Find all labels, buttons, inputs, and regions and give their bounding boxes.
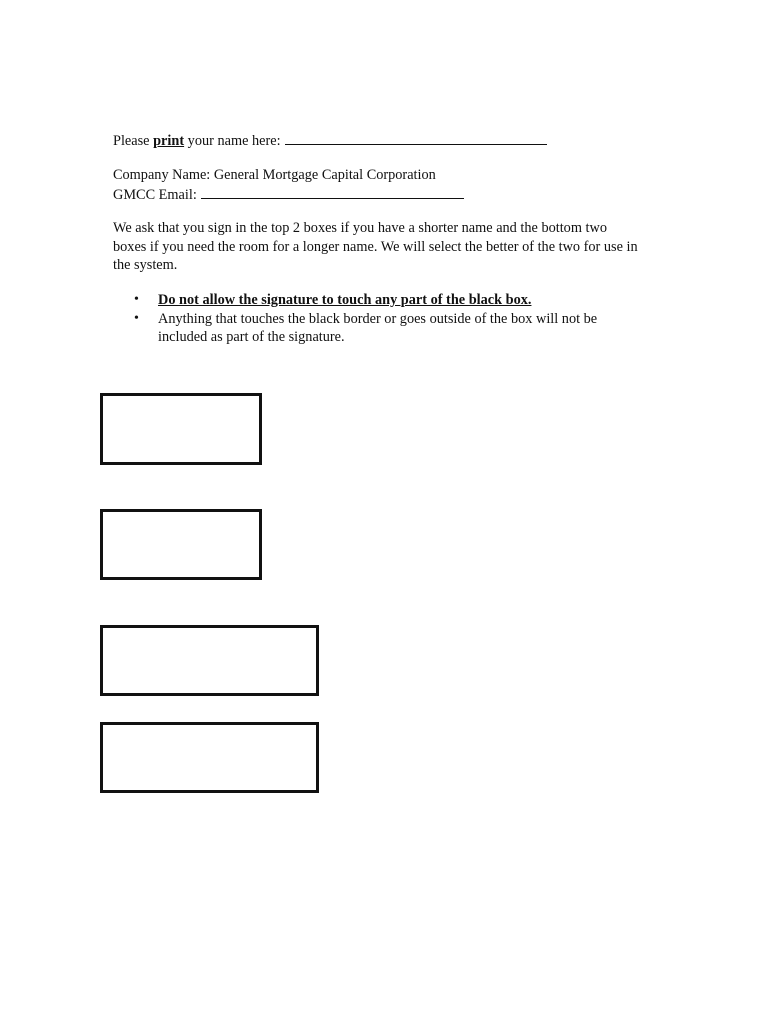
bullet-icon: • (134, 311, 139, 326)
signature-box-short-2[interactable] (100, 509, 262, 580)
email-line (113, 184, 643, 204)
company-name-line: Company Name: General Mortgage Capital Corporation (113, 167, 436, 183)
print-emphasis: print (153, 133, 185, 149)
signature-box-long-2[interactable] (100, 722, 319, 793)
print-name-line (113, 130, 643, 150)
email-label: GMCC Email: (113, 187, 197, 203)
email-field[interactable] (201, 184, 464, 199)
rule-item (113, 310, 633, 346)
rule-item (113, 291, 633, 309)
rule-text: Do not allow the signature to touch any part of the black box. (158, 292, 532, 308)
rule-text: Anything that touches the black border or goes outside of the box will not be included as part of the signature. (158, 311, 598, 345)
print-name-field[interactable] (285, 130, 547, 145)
signature-box-short-1[interactable] (100, 393, 262, 465)
rules-list (113, 291, 633, 347)
signature-box-long-1[interactable] (100, 625, 319, 696)
print-name-prefix: Please (113, 133, 154, 149)
bullet-icon: • (134, 292, 139, 307)
print-name-suffix: your name here: (184, 133, 281, 149)
instructions-paragraph: We ask that you sign in the top 2 boxes if you have a shorter name and the bottom two boxes if you need the room for a longer name. We will select the better of the two for use in the system. (113, 220, 638, 273)
